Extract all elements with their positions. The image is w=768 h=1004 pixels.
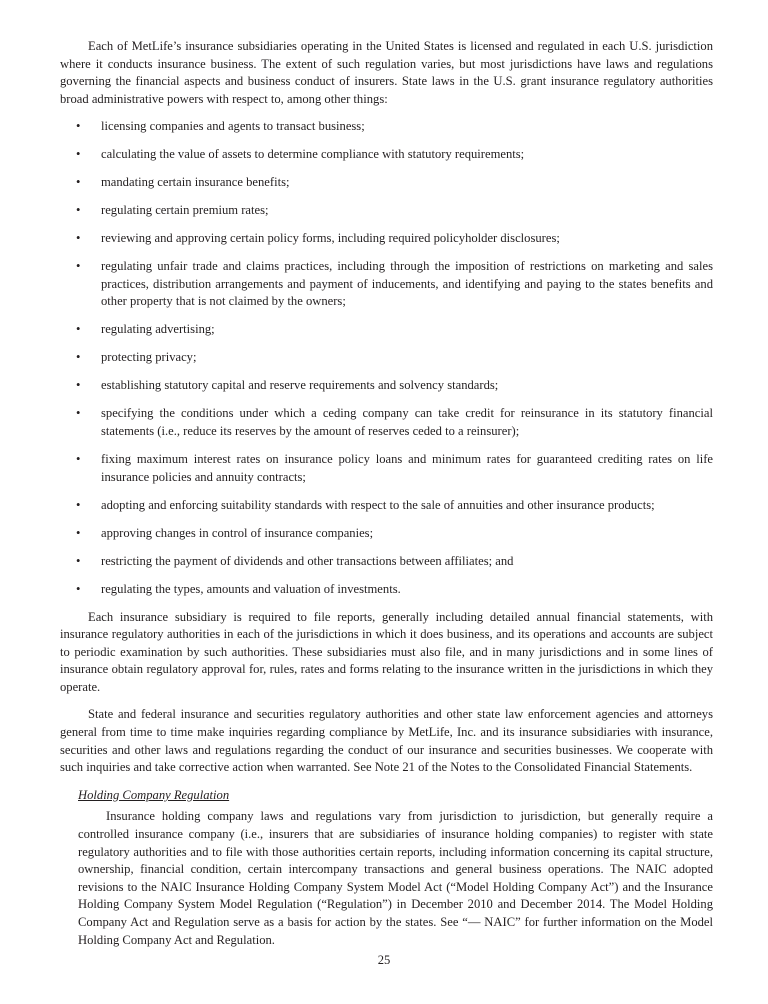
list-item — [60, 581, 713, 599]
list-item — [60, 451, 713, 486]
list-item — [60, 377, 713, 395]
list-item-text: regulating the types, amounts and valuation of investments. — [101, 581, 401, 596]
bullet-icon: • — [76, 147, 81, 162]
list-item — [60, 202, 713, 220]
list-item — [60, 321, 713, 339]
bullet-icon: • — [76, 406, 81, 421]
bullet-icon: • — [76, 175, 81, 190]
list-item-text: fixing maximum interest rates on insurance policy loans and minimum rates for guaranteed crediting rates on life insurance policies and annuity contracts; — [101, 452, 713, 484]
list-item — [60, 405, 713, 440]
intro-paragraph: Each of MetLife’s insurance subsidiaries operating in the United States is licensed and regulated in each U.S. jurisdiction where it conducts insurance business. The extent of such regulation varies, but most jurisdictions have laws and regulations governing the financial aspects and business conduct of insurers. State laws in the U.S. grant insurance regulatory authorities broad administrative powers with respect to, among other things: — [60, 39, 713, 106]
section-heading: Holding Company Regulation — [78, 787, 230, 802]
bullet-icon: • — [76, 581, 81, 596]
bullet-icon: • — [76, 119, 81, 134]
list-item — [60, 497, 713, 515]
list-item — [60, 258, 713, 311]
bullet-icon: • — [76, 350, 81, 365]
list-item-text: regulating certain premium rates; — [101, 203, 269, 218]
list-item — [60, 525, 713, 543]
list-item-text: protecting privacy; — [101, 350, 197, 365]
list-item — [60, 146, 713, 164]
holding-company-section — [78, 787, 713, 949]
list-item-text: mandating certain insurance benefits; — [101, 175, 290, 190]
list-item-text: approving changes in control of insurance companies; — [101, 525, 374, 540]
list-item-text: regulating unfair trade and claims practices, including through the imposition of restrictions on marketing and sales practices, distribution arrangements and payment of inducements, and identifying and paying to the states benefits and other property that is not claimed by the owners; — [101, 259, 713, 309]
reporting-paragraph: Each insurance subsidiary is required to file reports, generally including detailed annual financial statements, with insurance regulatory authorities in each of the jurisdictions in which it does business, and its operations and accounts are subject to periodic examination by such authorities. These subsidiaries must also file, and in many jurisdictions and in some lines of insurance obtain regulatory approval for, rules, rates and forms relating to the insurance written in the jurisdictions in which they operate. — [60, 609, 713, 694]
list-item-text: establishing statutory capital and reserve requirements and solvency standards; — [101, 378, 499, 393]
document-page — [60, 38, 713, 959]
list-item — [60, 174, 713, 192]
list-item-text: restricting the payment of dividends and other transactions between affiliates; and — [101, 553, 514, 568]
bullet-icon: • — [76, 259, 81, 274]
list-item-text: specifying the conditions under which a ceding company can take credit for reinsurance in its statutory financial statements (i.e., reduce its reserves by the amount of reserves ceded to a reinsurer); — [101, 406, 713, 439]
regulatory-powers-list — [60, 118, 713, 598]
list-item-text: calculating the value of assets to determine compliance with statutory requirements; — [101, 147, 525, 162]
list-item-text: adopting and enforcing suitability standards with respect to the sale of annuities and other insurance products; — [101, 497, 655, 512]
bullet-icon: • — [76, 497, 81, 512]
list-item — [60, 349, 713, 367]
list-item-text: regulating advertising; — [101, 322, 215, 337]
bullet-icon: • — [76, 203, 81, 218]
inquiries-paragraph: State and federal insurance and securities regulatory authorities and other state law enforcement agencies and attorneys general from time to time make inquiries regarding compliance by MetLife, Inc. and its insurance subsidiaries with insurance, securities and other laws and regulations regarding the conduct of our insurance and securities businesses. We cooperate with such inquiries and take corrective action when warranted. See Note 21 of the Notes to the Consolidated Financial Statements. — [60, 707, 713, 775]
page-number: 25 — [377, 953, 391, 967]
bullet-icon: • — [76, 322, 81, 337]
list-item — [60, 118, 713, 136]
bullet-icon: • — [76, 378, 81, 393]
bullet-icon: • — [76, 553, 81, 568]
list-item — [60, 553, 713, 571]
bullet-icon: • — [76, 525, 81, 540]
list-item-text: reviewing and approving certain policy forms, including required policyholder disclosures; — [101, 231, 560, 246]
bullet-icon: • — [76, 452, 81, 466]
bullet-icon: • — [76, 231, 81, 246]
list-item — [60, 230, 713, 248]
list-item-text: licensing companies and agents to transact business; — [101, 119, 365, 134]
holding-company-paragraph: Insurance holding company laws and regulations vary from jurisdiction to jurisdiction, but generally require a controlled insurance company (i.e., insurers that are subsidiaries of insurance holding companies) to register with state regulatory authorities and to file with those authorities certain reports, including information concerning its capital structure, ownership, financial condition, certain intercompany transactions and general business operations. The NAIC adopted revisions to the NAIC Insurance Holding Company System Model Act (“Model Holding Company Act”) and the Insurance Holding Company System Model Regulation (“Regulation”) in December 2010 and December 2014. The Model Holding Company Act and Regulation serve as a basis for action by the states. See “— NAIC” for further information on the Model Holding Company Act and Regulation. — [78, 809, 713, 947]
